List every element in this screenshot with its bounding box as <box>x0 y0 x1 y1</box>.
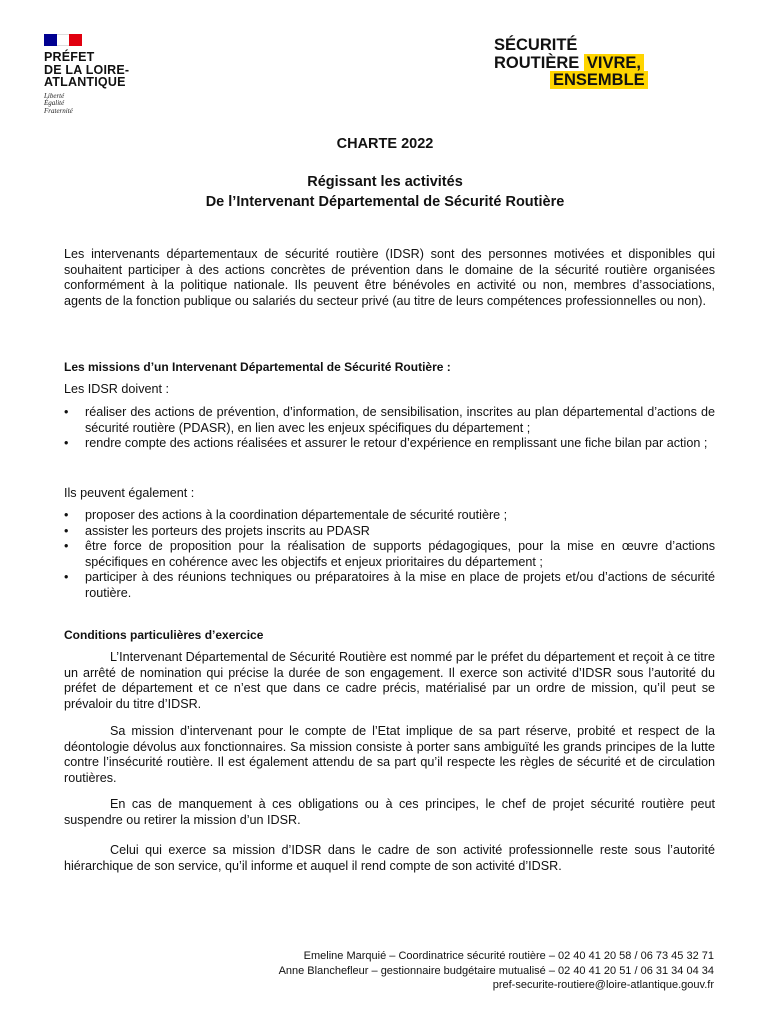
list-item <box>64 508 715 524</box>
conditions-paragraph: Sa mission d’intervenant pour le compte de l’Etat implique de sa part réserve, probité et respect de la déontologie dévolus aux fonctionnaires. Sa mission consiste à porter sans ambiguïté les grands principes de la lutte contre l’insécurité routière. Il est également attendu de sa part qu’il respecte les règles de sécurité et de circulation routières. <box>64 724 715 785</box>
brand-highlight: VIVRE, <box>584 54 644 72</box>
document-subtitle: De l’Intervenant Départemental de Sécurité Routière <box>205 194 565 210</box>
prefecture-line: DE LA LOIRE- <box>44 62 130 77</box>
french-flag-icon <box>44 34 82 46</box>
footer-email[interactable]: pref-securite-routiere@loire-atlantique.gouv.fr <box>492 979 714 991</box>
peuvent-label: Ils peuvent également : <box>64 486 195 500</box>
list-item <box>64 524 715 540</box>
footer-contact-line: Anne Blanchefleur – gestionnaire budgétaire mutualisé – 02 40 41 20 51 / 06 31 34 04 34 <box>278 964 714 977</box>
brand-highlight: ENSEMBLE <box>550 71 648 89</box>
brand-line <box>494 72 648 90</box>
brand-line <box>494 55 648 73</box>
list-item <box>64 405 715 436</box>
prefecture-line: PRÉFET <box>44 50 95 64</box>
conditions-heading: Conditions particulières d’exercice <box>64 628 264 642</box>
brand-word: ROUTIÈRE <box>494 53 580 72</box>
peuvent-list <box>64 508 715 601</box>
doivent-list <box>64 405 715 452</box>
list-item-text: • être force de proposition pour la réalisation de supports pédagogiques, pour la mise en œuvre d’actions spécifiques en cohérence avec les objectifs et enjeux prioritaires du département ; <box>85 539 715 569</box>
footer-contacts <box>194 949 714 993</box>
conditions-paragraph: L’Intervenant Départemental de Sécurité Routière est nommé par le préfet du département et reçoit à ce titre un arrêté de nomination qui précise la durée de son engagement. Il exerce son activité d’IDSR sous l’autorité du préfet de département et ce n’est que dans ce cadre précis, matérialisé par un ordre de mission, qu’il peut se prévaloir du titre d’IDSR. <box>64 650 715 711</box>
list-item <box>64 570 715 601</box>
conditions-paragraph: Celui qui exerce sa mission d’IDSR dans le cadre de son activité professionnelle reste sous l’autorité hiérarchique de son service, qu’il informe et auquel il rend compte de son activité d’IDSR. <box>64 843 715 873</box>
document-title: CHARTE 2022 <box>336 136 434 152</box>
motto-line: Égalité <box>44 99 65 107</box>
list-item <box>64 436 715 452</box>
list-item-text: • proposer des actions à la coordination départementale de sécurité routière ; <box>85 508 508 522</box>
list-item-text: • réaliser des actions de prévention, d’information, de sensibilisation, inscrites au plan départemental d’actions de sécurité routière (PDASR), en lien avec les enjeux spécifiques du département ; <box>85 405 715 435</box>
intro-paragraph: Les intervenants départementaux de sécurité routière (IDSR) sont des personnes motivées et disponibles qui souhaitent participer à des actions concrètes de prévention dans le domaine de la sécurité routière organisées conformément à la politique nationale. Ils peuvent être bénévoles en activité ou non, membres d’associations, agents de la fonction publique ou salariés du secteur privé (au titre de leurs compétences professionnelles ou non). <box>64 247 715 308</box>
footer-contact-line: Emeline Marquié – Coordinatrice sécurité routière – 02 40 41 20 58 / 06 73 45 32 71 <box>303 950 714 962</box>
prefecture-logo <box>44 34 129 115</box>
motto-line: Liberté <box>44 91 65 100</box>
list-item <box>64 539 715 570</box>
list-item-text: • assister les porteurs des projets inscrits au PDASR <box>85 523 370 538</box>
motto-line: Fraternité <box>44 106 73 115</box>
securite-routiere-logo <box>494 37 648 90</box>
list-item-text: • rendre compte des actions réalisées et assurer le retour d’expérience en remplissant une fiche bilan par action ; <box>85 436 708 450</box>
prefecture-name <box>44 51 129 89</box>
list-item-text: • participer à des réunions techniques ou préparatoires à la mise en place de projets et/ou d’actions de sécurité routière. <box>85 570 715 600</box>
conditions-paragraph: En cas de manquement à ces obligations ou à ces principes, le chef de projet sécurité routière peut suspendre ou retirer la mission d’un IDSR. <box>64 797 715 827</box>
brand-line: SÉCURITÉ <box>494 36 578 54</box>
document-subtitle: Régissant les activités <box>307 174 463 190</box>
doivent-label: Les IDSR doivent : <box>64 382 169 396</box>
republic-motto <box>44 93 129 116</box>
prefecture-line: ATLANTIQUE <box>44 75 126 89</box>
missions-heading: Les missions d’un Intervenant Départemental de Sécurité Routière : <box>64 360 451 374</box>
